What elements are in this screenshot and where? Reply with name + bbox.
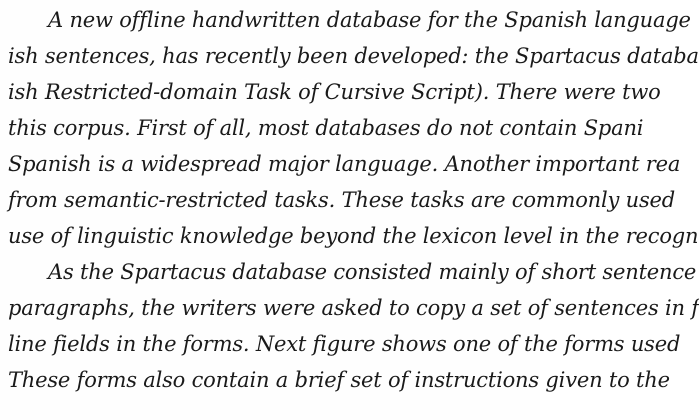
text-line-6: from semantic-restricted tasks. These tasks are commonly used: [8, 188, 676, 212]
text-line-2: ish sentences, has recently been developed: the Spartacus databa: [8, 44, 699, 68]
text-line-7: use of linguistic knowledge beyond the lexicon level in the recogn: [8, 224, 699, 248]
text-line-10: line fields in the forms. Next figure shows one of the forms used: [8, 332, 681, 356]
text-line-8: As the Spartacus database consisted mainly of short sentence: [48, 260, 697, 284]
text-line-11: These forms also contain a brief set of instructions given to the: [8, 368, 670, 392]
text-line-4: this corpus. First of all, most databases do not contain Spani: [8, 116, 644, 140]
text-line-9: paragraphs, the writers were asked to copy a set of sentences in f: [8, 296, 699, 320]
text-line-5: Spanish is a widespread major language. Another important rea: [8, 152, 681, 176]
text-line-1: A new offline handwritten database for the Spanish language: [48, 8, 691, 32]
text-line-3: ish Restricted-domain Task of Cursive Script). There were two: [8, 80, 661, 104]
